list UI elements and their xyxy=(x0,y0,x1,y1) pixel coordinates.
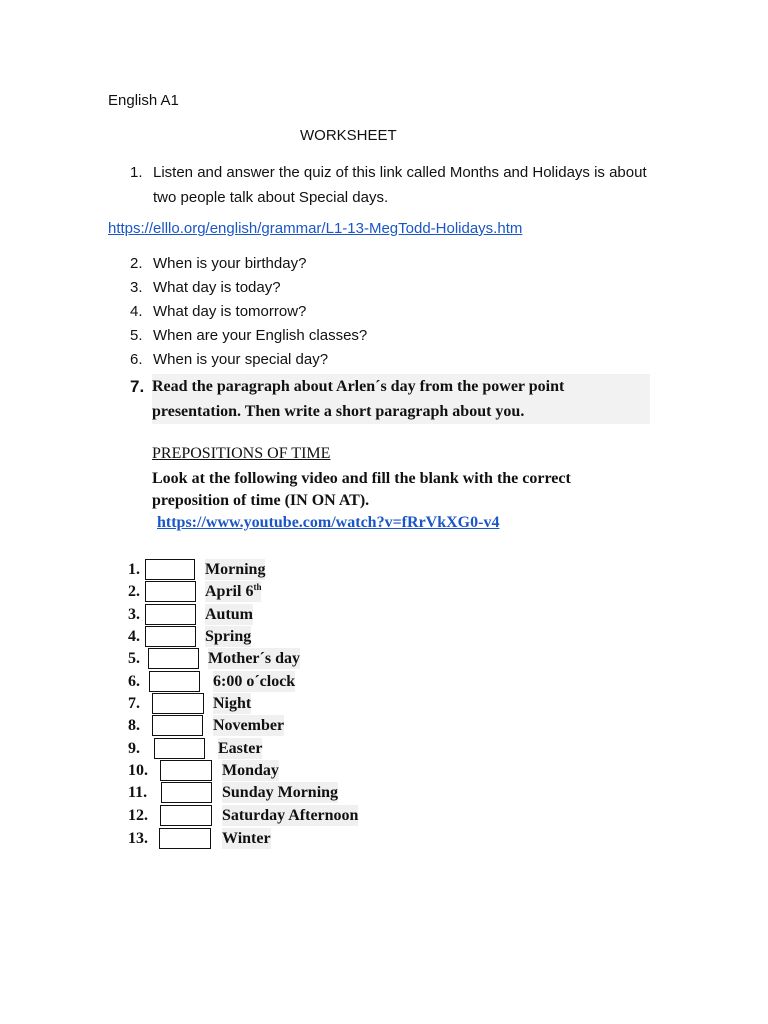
item-number: 13. xyxy=(128,830,148,847)
item-number: 5. xyxy=(128,650,140,667)
answer-blank[interactable] xyxy=(154,738,205,759)
question-3 xyxy=(130,279,281,296)
item-word: Night xyxy=(213,695,252,712)
item-word: Sunday Morning xyxy=(222,784,339,801)
question-text: What day is today? xyxy=(153,279,281,296)
question-text: When is your birthday? xyxy=(153,255,307,272)
answer-blank[interactable] xyxy=(161,782,212,803)
item-number: 2. xyxy=(128,583,140,600)
answer-blank[interactable] xyxy=(148,648,199,669)
elllo-link[interactable]: https://elllo.org/english/grammar/L1-13-MegTodd-Holidays.htm xyxy=(108,220,523,237)
prepositions-heading: PREPOSITIONS OF TIME xyxy=(152,445,331,462)
item-number: 1. xyxy=(128,561,140,578)
question-text: When are your English classes? xyxy=(153,327,368,344)
item-word: Mother´s day xyxy=(208,650,300,667)
course-title: English A1 xyxy=(108,92,179,109)
question-4 xyxy=(130,303,306,320)
item-number: 9. xyxy=(128,740,140,757)
answer-blank[interactable] xyxy=(145,581,196,602)
item-number: 6. xyxy=(128,673,140,690)
answer-blank[interactable] xyxy=(149,671,200,692)
question-number: 4. xyxy=(130,303,143,320)
item-word: April 6 xyxy=(205,583,254,600)
answer-blank[interactable] xyxy=(145,559,195,580)
question-7 xyxy=(130,374,650,424)
item-word: November xyxy=(213,717,285,734)
item-number: 10. xyxy=(128,762,148,779)
item-word: Easter xyxy=(218,740,263,757)
item-number: 3. xyxy=(128,606,140,623)
item-word: Morning xyxy=(205,561,266,578)
answer-blank[interactable] xyxy=(160,760,212,781)
youtube-link[interactable]: https://www.youtube.com/watch?v=fRrVkXG0-v4 xyxy=(157,514,500,531)
question-text: Listen and answer the quiz of this link called Months and Holidays is about two people talk about Special days. xyxy=(153,164,647,206)
answer-blank[interactable] xyxy=(160,805,212,826)
question-number: 5. xyxy=(130,327,143,344)
answer-blank[interactable] xyxy=(145,604,196,625)
question-number: 1. xyxy=(130,164,143,181)
answer-blank[interactable] xyxy=(152,693,204,714)
item-number: 7. xyxy=(128,695,140,712)
answer-blank[interactable] xyxy=(152,715,203,736)
question-number: 7. xyxy=(130,377,145,396)
item-word: 6:00 o´clock xyxy=(213,673,296,690)
item-number: 4. xyxy=(128,628,140,645)
question-number: 6. xyxy=(130,351,143,368)
item-word: Autum xyxy=(205,606,254,623)
item-number: 11. xyxy=(128,784,148,801)
question-text: What day is tomorrow? xyxy=(153,303,307,320)
question-5 xyxy=(130,327,367,344)
worksheet-title: WORKSHEET xyxy=(300,127,397,144)
question-6 xyxy=(130,351,328,368)
question-number: 3. xyxy=(130,279,143,296)
prepositions-instructions: Look at the following video and fill the blank with the correct preposition of time (IN ON AT). xyxy=(152,470,571,509)
question-2 xyxy=(130,255,306,272)
item-word: Winter xyxy=(222,830,271,847)
item-number: 8. xyxy=(128,717,140,734)
item-superscript: th xyxy=(253,582,262,592)
question-text: Read the paragraph about Arlen´s day from the power point presentation. Then write a short paragraph about you. xyxy=(152,374,650,424)
item-word: Monday xyxy=(222,762,279,779)
answer-blank[interactable] xyxy=(145,626,196,647)
item-word: Spring xyxy=(205,628,252,645)
item-word: Saturday Afternoon xyxy=(222,807,359,824)
answer-blank[interactable] xyxy=(159,828,211,849)
question-1 xyxy=(130,160,670,210)
item-number: 12. xyxy=(128,807,148,824)
question-text: When is your special day? xyxy=(153,351,329,368)
question-number: 2. xyxy=(130,255,143,272)
